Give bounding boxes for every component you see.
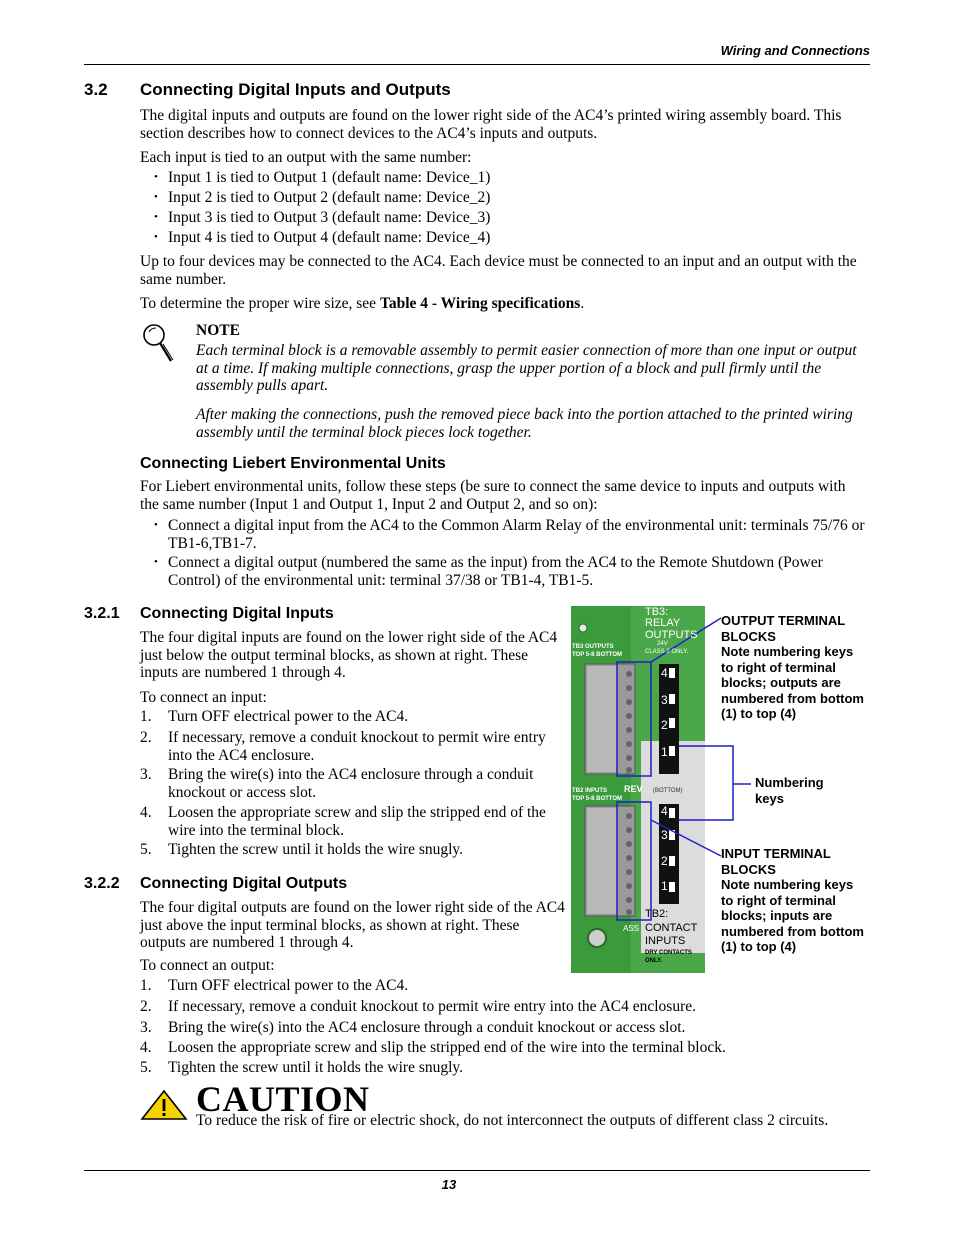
step-item: 4. Loosen the appropriate screw and slip the stripped end of the wire into the terminal block. <box>140 1039 726 1056</box>
key-number: 1 <box>661 879 668 893</box>
board-label: CLASS 2 ONLY. <box>645 649 689 655</box>
subsection-title: Connecting Digital Outputs <box>140 875 348 892</box>
caution-title: CAUTION <box>196 1079 370 1119</box>
caution-text: To reduce the risk of fire or electric shock, do not interconnect the outputs of different class 2 circuits. <box>196 1112 829 1129</box>
board-label: ONLY. <box>645 958 663 964</box>
board-label: 24V <box>657 641 668 647</box>
subsection-number: 3.2.1 <box>84 605 120 622</box>
step-item: 5. Tighten the screw until it holds the wire snugly. <box>140 841 464 858</box>
section-number: 3.2 <box>84 80 108 99</box>
board-label: (BOTTOM) <box>653 788 683 794</box>
key-number: 4 <box>661 804 668 818</box>
board-label: ASS <box>623 924 640 933</box>
key-number: 1 <box>661 745 668 759</box>
board-label: TB2 INPUTS <box>572 788 608 794</box>
wire-size-paragraph: To determine the proper wire size, see Table 4 - Wiring specifications. <box>140 295 585 312</box>
page-number: 13 <box>441 1177 457 1192</box>
magnifier-icon <box>140 322 174 364</box>
note-paragraph: Each terminal block is a removable assembly to permit easier connection of more than one input or output at a time. If making multiple connections, grasp the upper portion of a block and pull firmly until the assembly pulls apart. <box>196 342 857 394</box>
inputs-to-connect: To connect an input: <box>140 689 267 706</box>
inputs-intro: The four digital inputs are found on the lower right side of the AC4 just below the output terminal blocks, as shown at right. These inputs are numbered 1 through 4. <box>140 629 558 681</box>
board-label: TB3 OUTPUTS <box>572 644 614 650</box>
section-title: Connecting Digital Inputs and Outputs <box>140 80 451 99</box>
subsection-title: Connecting Digital Inputs <box>140 605 334 622</box>
key-number: 2 <box>661 854 668 868</box>
step-item: 2. If necessary, remove a conduit knockout to permit wire entry into the AC4 enclosure. <box>140 998 696 1015</box>
list-item: • Connect a digital input from the AC4 to the Common Alarm Relay of the environmental unit: terminals 75/76 or TB1-6,TB1-7. <box>154 517 865 552</box>
header-rule <box>84 64 870 65</box>
step-item: 3. Bring the wire(s) into the AC4 enclosure through a conduit knockout or access slot. <box>140 1019 686 1036</box>
running-header: Wiring and Connections <box>720 43 870 58</box>
step-item: 4. Loosen the appropriate screw and slip the stripped end of the wire into the terminal block. <box>140 804 546 839</box>
footer-rule <box>84 1170 870 1171</box>
step-item: 1. Turn OFF electrical power to the AC4. <box>140 977 409 994</box>
numbering-keys-callout: Numbering keys <box>755 775 824 806</box>
board-label: CONTACT <box>645 922 698 934</box>
board-label: OUTPUTS <box>645 629 698 641</box>
step-item: 5. Tighten the screw until it holds the wire snugly. <box>140 1059 464 1076</box>
board-label: TB2: <box>645 908 669 920</box>
section-intro: The digital inputs and outputs are found on the lower right side of the AC4’s printed wiring assembly board. This section describes how to connect devices to the AC4’s inputs and outputs. <box>140 107 842 142</box>
liebert-intro: For Liebert environmental units, follow these steps (be sure to connect the same device to inputs and outputs with the same number (Input 1 and Output 1, Input 2 and Output 2, and so on): <box>140 478 846 513</box>
step-item: 1. Turn OFF electrical power to the AC4. <box>140 708 409 725</box>
board-label: TOP 5-8 BOTTOM <box>572 652 623 658</box>
subsection-title: Connecting Liebert Environmental Units <box>140 455 446 472</box>
board-label: REV <box>624 784 643 794</box>
board-label: DRY CONTACTS <box>645 950 692 956</box>
list-item: • Input 4 is tied to Output 4 (default name: Device_4) <box>154 229 491 246</box>
board-label: TOP 5-8 BOTTOM <box>572 796 623 802</box>
list-item: • Connect a digital output (numbered the same as the input) from the AC4 to the Remote Shutdown (Power Control) of the environmental unit: terminal 37/38 or TB1-4, TB1-5. <box>154 554 823 589</box>
output-callout: OUTPUT TERMINAL BLOCKS Note numbering keys to right of terminal blocks; outputs are numbered from bottom (1) to top (4) <box>721 613 864 721</box>
key-number: 3 <box>661 828 668 842</box>
note-paragraph: After making the connections, push the removed piece back into the portion attached to the printed wiring assembly until the terminal block pieces lock together. <box>196 406 853 441</box>
devices-paragraph: Up to four devices may be connected to the AC4. Each device must be connected to an input and an output with the same number. <box>140 253 857 288</box>
outputs-intro: The four digital outputs are found on the lower right side of the AC4 just above the input terminal blocks, as shown at right. These outputs are numbered 1 through 4. <box>140 899 565 951</box>
board-label: INPUTS <box>645 935 686 947</box>
key-number: 3 <box>661 693 668 707</box>
list-item: • Input 1 is tied to Output 1 (default name: Device_1) <box>154 169 491 186</box>
input-callout: INPUT TERMINAL BLOCKS Note numbering keys to right of terminal blocks; inputs are numbered from bottom (1) to top (4) <box>721 846 864 954</box>
list-item: • Input 3 is tied to Output 3 (default name: Device_3) <box>154 209 491 226</box>
board-label: RELAY <box>645 617 681 629</box>
outputs-to-connect: To connect an output: <box>140 957 275 974</box>
wire-table-reference[interactable]: Table 4 - Wiring specifications <box>379 295 581 312</box>
board-label: TB3: <box>645 606 669 618</box>
note-label: NOTE <box>196 322 240 339</box>
tied-intro: Each input is tied to an output with the same number: <box>140 149 472 166</box>
step-item: 2. If necessary, remove a conduit knockout to permit wire entry into the AC4 enclosure. <box>140 729 546 764</box>
step-item: 3. Bring the wire(s) into the AC4 enclosure through a conduit knockout or access slot. <box>140 766 534 801</box>
key-number: 2 <box>661 718 668 732</box>
key-number: 4 <box>661 666 668 680</box>
warning-triangle-icon <box>140 1089 188 1121</box>
list-item: • Input 2 is tied to Output 2 (default name: Device_2) <box>154 189 491 206</box>
subsection-number: 3.2.2 <box>84 875 120 892</box>
